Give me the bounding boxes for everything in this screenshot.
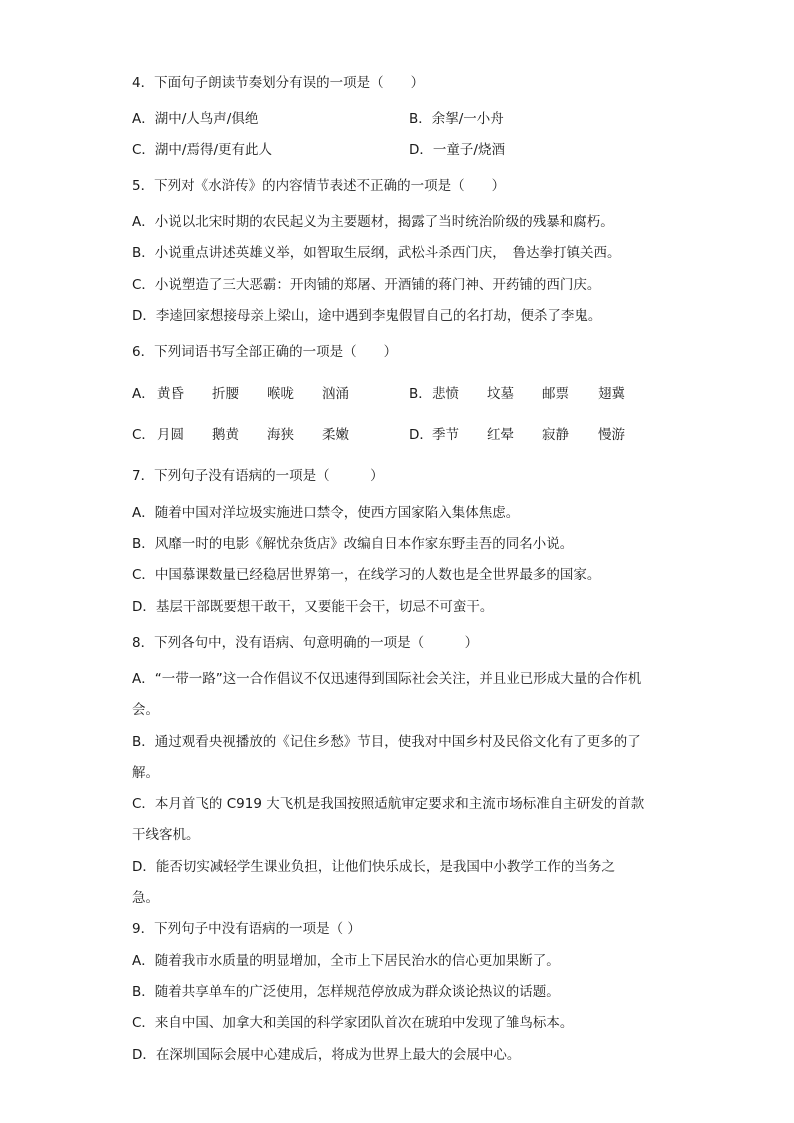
question-5-option-a: A．小说以北宋时期的农民起义为主要题材，揭露了当时统治阶级的残暴和腐朽。 — [132, 214, 614, 230]
question-9-option-c: C．来自中国、加拿大和美国的科学家团队首次在琥珀中发现了雏鸟标本。 — [132, 1015, 574, 1031]
question-8-option-a-line-2: 会。 — [132, 702, 159, 718]
question-8-option-b-line-1: B．通过观看央视播放的《记住乡愁》节目，使我对中国乡村及民俗文化有了更多的了 — [132, 734, 641, 750]
question-4-option-d: D．一童子/烧酒 — [409, 142, 505, 158]
question-9-option-b: B．随着共享单车的广泛使用，怎样规范停放成为群众谈论热议的话题。 — [132, 984, 560, 1000]
question-5-stem: 5．下列对《水浒传》的内容情节表述不正确的一项是（ ） — [132, 178, 506, 194]
question-5-option-c: C．小说塑造了三大恶霸：开肉铺的郑屠、开酒铺的蒋门神、开药铺的西门庆。 — [132, 277, 601, 293]
question-6-option-a-word-1: 黄昏 — [157, 386, 184, 402]
question-6-option-c-word-3: 海狭 — [267, 427, 294, 443]
question-6-option-d-word-3: 寂静 — [542, 427, 569, 443]
question-6-stem: 6．下列词语书写全部正确的一项是（ ） — [132, 344, 398, 360]
question-6-option-b-word-1: 悲愤 — [432, 386, 459, 402]
question-8-option-c-line-1: C．本月首飞的 C919 大飞机是我国按照适航审定要求和主流市场标准自主研发的首款 — [132, 796, 645, 812]
question-8-option-c-line-2: 干线客机。 — [132, 827, 200, 843]
question-6-option-c-word-2: 鹅黄 — [212, 427, 239, 443]
question-9-option-a: A．随着我市水质量的明显增加，全市上下居民治水的信心更加果断了。 — [132, 953, 560, 969]
question-6-option-b-word-4: 翅冀 — [598, 386, 625, 402]
question-6-option-d-word-1: 季节 — [432, 427, 459, 443]
question-7-option-a: A．随着中国对洋垃圾实施进口禁令，使西方国家陷入集体焦虑。 — [132, 505, 520, 521]
question-4-option-b: B．余挐/一小舟 — [409, 111, 504, 127]
question-6-option-a-word-2: 折腰 — [212, 386, 239, 402]
question-7-option-d: D．基层干部既要想干敢干，又要能干会干，切忌不可蛮干。 — [132, 599, 494, 615]
question-5-option-d: D．李逵回家想接母亲上梁山，途中遇到李鬼假冒自己的名打劫，便杀了李鬼。 — [132, 308, 602, 324]
question-6-option-a-label: A． — [132, 386, 155, 402]
question-7-option-b: B．风靡一时的电影《解忧杂货店》改编自日本作家东野圭吾的同名小说。 — [132, 536, 574, 552]
question-7-stem: 7．下列句子没有语病的一项是（ ） — [132, 468, 384, 484]
question-6-option-c-word-4: 柔嫩 — [322, 427, 349, 443]
question-4-stem: 4．下面句子朗读节奏划分有误的一项是（ ） — [132, 75, 425, 91]
question-8-option-b-line-2: 解。 — [132, 765, 159, 781]
question-8-option-d-line-1: D．能否切实减轻学生课业负担，让他们快乐成长，是我国中小教学工作的当务之 — [132, 859, 615, 875]
question-9-stem: 9．下列句子中没有语病的一项是（ ） — [132, 921, 361, 937]
question-6-option-d-label: D． — [409, 427, 433, 443]
question-6-option-a-word-4: 汹涌 — [322, 386, 349, 402]
question-6-option-d-word-4: 慢游 — [598, 427, 625, 443]
question-6-option-c-label: C． — [132, 427, 155, 443]
question-6-option-b-word-3: 邮票 — [542, 386, 569, 402]
question-4-option-c: C．湖中/焉得/更有此人 — [132, 142, 273, 158]
question-6-option-c-word-1: 月圆 — [157, 427, 184, 443]
question-8-option-d-line-2: 急。 — [132, 890, 159, 906]
question-5-option-b: B．小说重点讲述英雄义举，如智取生辰纲，武松斗杀西门庆， 鲁达拳打镇关西。 — [132, 245, 621, 261]
question-6-option-b-label: B． — [409, 386, 432, 402]
question-6-option-a-word-3: 喉咙 — [267, 386, 294, 402]
question-8-stem: 8．下列各句中，没有语病、句意明确的一项是（ ） — [132, 635, 479, 651]
question-7-option-c: C．中国慕课数量已经稳居世界第一，在线学习的人数也是全世界最多的国家。 — [132, 567, 601, 583]
question-6-option-d-word-2: 红晕 — [487, 427, 514, 443]
question-9-option-d: D．在深圳国际会展中心建成后，将成为世界上最大的会展中心。 — [132, 1047, 521, 1063]
question-4-option-a: A．湖中/人鸟声/俱绝 — [132, 111, 259, 127]
question-8-option-a-line-1: A．“一带一路”这一合作倡议不仅迅速得到国际社会关注，并且业已形成大量的合作机 — [132, 671, 642, 687]
question-6-option-b-word-2: 坟墓 — [487, 386, 514, 402]
